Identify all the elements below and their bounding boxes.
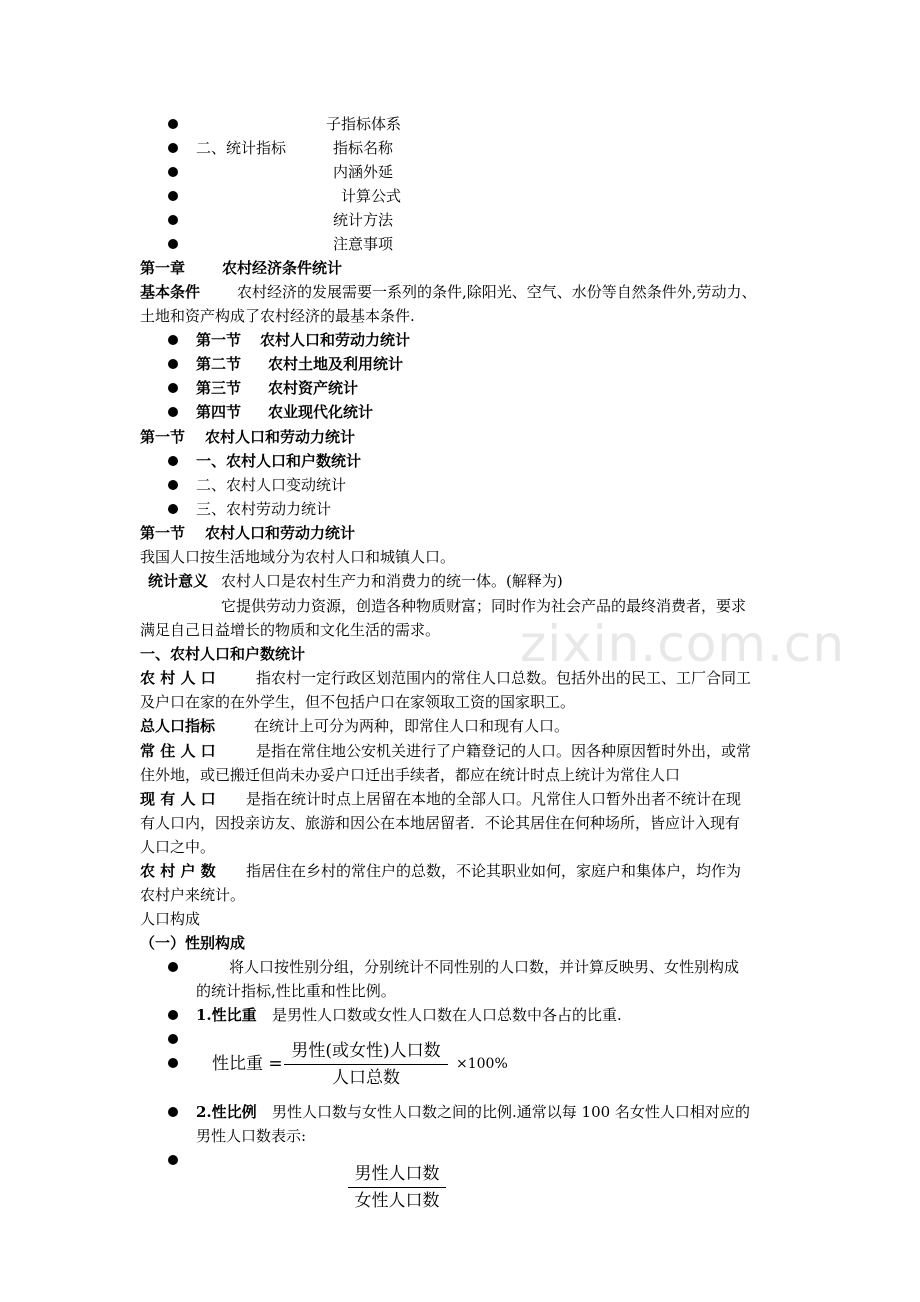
meaning-text: 农村人口是农村生产力和消费力的统一体。(解释为) <box>221 572 563 590</box>
section-heading-num: 第一节 <box>140 524 186 542</box>
formula-fraction <box>284 1038 448 1091</box>
basic-label: 基本条件 <box>140 283 201 301</box>
term-text: 及户口在家的在外学生，但不包括户口在家领取工资的国家职工。 <box>140 693 576 711</box>
bullet-icon <box>168 480 178 490</box>
formula-denominator: 人口总数 <box>332 1068 400 1088</box>
term-label: 农 村 户 数 <box>140 862 216 880</box>
meaning-label: 统计意义 <box>148 572 209 590</box>
term-text: 农村户来统计。 <box>140 886 246 904</box>
gender-text: 将人口按性别分组，分别统计不同性别的人口数，并计算反映男、女性别构成 <box>229 958 740 976</box>
section-title: 农村资产统计 <box>268 379 359 397</box>
toc-item: 统计方法 <box>333 211 394 229</box>
bullet-icon <box>168 1058 178 1068</box>
watermark: zixin.com.cn <box>520 615 846 673</box>
term-text: 指农村一定行政区划范围内的常住人口总数。包括外出的民工、工厂合同工 <box>256 669 752 687</box>
sub-item: 一、农村人口和户数统计 <box>196 452 362 470</box>
term-text: 是指在统计时点上居留在本地的全部人口。凡常住人口暂外出者不统计在现 <box>246 790 742 808</box>
term-label: 总人口指标 <box>140 717 216 735</box>
term-text: 指居住在乡村的常住户的总数，不论其职业如何，家庭户和集体户，均作为 <box>246 862 742 880</box>
term-label: 农 村 人 口 <box>140 669 216 687</box>
section-heading-title: 农村人口和劳动力统计 <box>205 428 356 446</box>
gender-heading: （一）性别构成 <box>140 934 246 952</box>
section-num: 第三节 <box>196 379 242 397</box>
toc-item: 计算公式 <box>341 187 402 205</box>
bullet-icon <box>168 119 178 129</box>
bullet-icon <box>168 504 178 514</box>
ratio-text: 男性人口数表示: <box>196 1127 307 1145</box>
meaning-text: 满足自己日益增长的物质和文化生活的需求。 <box>140 621 441 639</box>
gender-text: 的统计指标,性比重和性比例。 <box>196 982 396 1000</box>
bullet-icon <box>168 1107 178 1117</box>
ratio-label: 1.性比重 <box>196 1006 257 1024</box>
section-heading-title: 农村人口和劳动力统计 <box>205 524 356 542</box>
term-text: 有人口内，因投亲访友、旅游和因公在本地居留者．不论其居住在何种场所，皆应计入现有 <box>140 814 741 832</box>
sub-item: 三、农村劳动力统计 <box>196 500 332 518</box>
composition-heading: 人口构成 <box>140 910 201 928</box>
bullet-icon <box>168 167 178 177</box>
bullet-icon <box>168 335 178 345</box>
toc-item: 二、统计指标 <box>196 139 287 157</box>
chapter-title: 农村经济条件统计 <box>222 259 343 277</box>
toc-item: 子指标体系 <box>326 115 402 133</box>
formula-numerator: 男性(或女性)人口数 <box>291 1041 441 1061</box>
section-title: 农村人口和劳动力统计 <box>260 331 411 349</box>
basic-text: 土地和资产构成了农村经济的最基本条件. <box>140 307 415 325</box>
bullet-icon <box>168 456 178 466</box>
bullet-icon <box>168 1155 178 1165</box>
section-num: 第二节 <box>196 355 242 373</box>
bullet-icon <box>168 191 178 201</box>
bullet-icon <box>168 1010 178 1020</box>
term-text: 在统计上可分为两种，即常住人口和现有人口。 <box>254 717 570 735</box>
formula-denominator: 女性人口数 <box>354 1191 440 1211</box>
toc-item: 指标名称 <box>333 139 394 157</box>
toc-item: 内涵外延 <box>333 163 394 181</box>
term-text: 是指在常住地公安机关进行了户籍登记的人口。因各种原因暂时外出，或常 <box>256 742 752 760</box>
formula-numerator: 男性人口数 <box>354 1164 440 1184</box>
section-heading-num: 第一节 <box>140 428 186 446</box>
subsection-heading: 一、农村人口和户数统计 <box>140 645 306 663</box>
intro-text: 我国人口按生活地域分为农村人口和城镇人口。 <box>140 548 456 566</box>
term-label: 常 住 人 口 <box>140 742 216 760</box>
sub-item: 二、农村人口变动统计 <box>196 476 347 494</box>
bullet-icon <box>168 143 178 153</box>
basic-text: 农村经济的发展需要一系列的条件,除阳光、空气、水份等自然条件外,劳动力、 <box>237 283 757 301</box>
ratio-text: 男性人口数与女性人口数之间的比例.通常以每 100 名女性人口相对应的 <box>272 1103 750 1121</box>
chapter-label: 第一章 <box>140 259 186 277</box>
bullet-icon <box>168 1034 178 1044</box>
formula-multiplier: ×100% <box>456 1056 508 1072</box>
term-text: 人口之中。 <box>140 838 216 856</box>
section-num: 第一节 <box>196 331 242 349</box>
section-num: 第四节 <box>196 403 242 421</box>
bullet-icon <box>168 383 178 393</box>
bullet-icon <box>168 239 178 249</box>
toc-item: 注意事项 <box>333 235 394 253</box>
bullet-icon <box>168 359 178 369</box>
term-label: 现 有 人 口 <box>140 790 216 808</box>
term-text: 住外地，或已搬迁但尚未办妥户口迁出手续者，都应在统计时点上统计为常住人口 <box>140 766 681 784</box>
meaning-text: 它提供劳动力资源，创造各种物质财富；同时作为社会产品的最终消费者，要求 <box>221 597 747 615</box>
bullet-icon <box>168 407 178 417</box>
section-title: 农村土地及利用统计 <box>268 355 404 373</box>
section-title: 农业现代化统计 <box>268 403 374 421</box>
formula-fraction <box>348 1161 446 1214</box>
bullet-icon <box>168 215 178 225</box>
ratio-text: 是男性人口数或女性人口数在人口总数中各占的比重. <box>272 1006 622 1024</box>
formula-lhs: 性比重 = <box>212 1054 283 1074</box>
ratio-label: 2.性比例 <box>196 1103 257 1121</box>
bullet-icon <box>168 962 178 972</box>
